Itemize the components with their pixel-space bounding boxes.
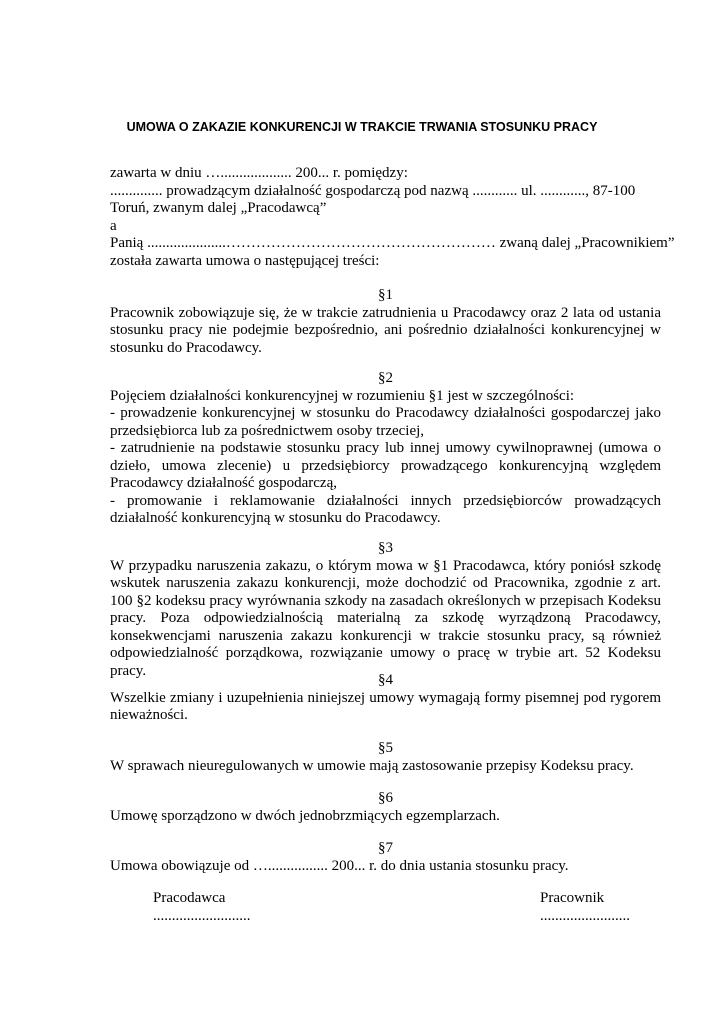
intro-line-concluded: została zawarta umowa o następującej treści: bbox=[110, 252, 380, 269]
section-5 bbox=[110, 740, 661, 775]
section-7 bbox=[110, 840, 661, 875]
section-6 bbox=[110, 790, 661, 825]
section-2 bbox=[110, 370, 661, 528]
section-paragraph: Umowa obowiązuje od …................ 200... r. do dnia ustania stosunku pracy. bbox=[110, 857, 569, 874]
intro-block bbox=[110, 165, 675, 270]
section-paragraph: - prowadzenie konkurencyjnej w stosunku do Pracodawcy działalności gospodarczej jako przedsiębiorca lub za pośrednictwem osoby trzeciej, bbox=[110, 405, 661, 439]
intro-line-employee: Panią .....................……………………………………………… zwaną dalej „Pracownikiem” bbox=[110, 235, 675, 251]
section-1 bbox=[110, 287, 661, 357]
section-paragraph: Pracownik zobowiązuje się, że w trakcie zatrudnienia u Pracodawcy oraz 2 lata od ustania stosunku pracy nie podejmie bezpośrednio, ani pośrednio działalności konkurencyjnej w stosunku do Pracodawcy. bbox=[110, 304, 661, 356]
employee-signature-line: ........................ bbox=[540, 907, 630, 924]
section-paragraph: - promowanie i reklamowanie działalności innych przedsiębiorców prowadzących działalność konkurencyjną w stosunku do Pracodawcy. bbox=[110, 492, 661, 526]
section-heading: §2 bbox=[378, 370, 393, 386]
section-paragraph: Umowę sporządzono w dwóch jednobrzmiących egzemplarzach. bbox=[110, 807, 500, 824]
section-4 bbox=[110, 672, 661, 725]
intro-line-date: zawarta w dniu …................... 200... r. pomiędzy: bbox=[110, 165, 408, 181]
employer-signature bbox=[153, 890, 251, 925]
section-heading: §7 bbox=[378, 840, 393, 856]
intro-line-and: a bbox=[110, 217, 117, 234]
employer-signature-label: Pracodawca bbox=[153, 890, 226, 906]
intro-line-city: Toruń, zwanym dalej „Pracodawcą” bbox=[110, 200, 327, 216]
section-heading: §5 bbox=[378, 740, 393, 756]
section-heading: §4 bbox=[378, 672, 393, 688]
section-paragraph: W przypadku naruszenia zakazu, o którym mowa w §1 Pracodawca, który poniósł szkodę wskutek naruszenia zakazu konkurencji, może dochodzić od Pracownika, zgodnie z art. 100 §2 kodeksu pracy wyrównania szkody na zasadach określonych w przepisach Kodeksu pracy. Poza odpowiedzialnością materialną za szkodę wyrządzoną Pracodawcy, konsekwencjami naruszenia zakazu konkurencji w trakcie stosunku pracy, są również odpowiedzialność porządkowa, rozwiązanie umowy o pracę w trybie art. 52 Kodeksu pracy. bbox=[110, 557, 661, 679]
section-3 bbox=[110, 540, 661, 680]
employee-signature-label: Pracownik bbox=[540, 890, 605, 906]
section-paragraph: Wszelkie zmiany i uzupełnienia niniejszej umowy wymagają formy pisemnej pod rygorem nieważności. bbox=[110, 689, 661, 723]
section-paragraph: - zatrudnienie na podstawie stosunku pracy lub innej umowy cywilnoprawnej (umowa o dzieło, umowa zlecenie) u przedsiębiorcy prowadzącego konkurencyjną względem Pracodawcy działalność gospodarczą, bbox=[110, 440, 661, 491]
section-paragraph: Pojęciem działalności konkurencyjnej w rozumieniu §1 jest w szczególności: bbox=[110, 387, 575, 404]
section-heading: §3 bbox=[378, 540, 393, 556]
intro-line-employer: .............. prowadzącym działalność gospodarczą pod nazwą ............ ul. ............, 87-100 bbox=[110, 182, 636, 199]
section-heading: §6 bbox=[378, 790, 393, 806]
section-heading: §1 bbox=[378, 287, 393, 303]
employer-signature-line: .......................... bbox=[153, 907, 251, 924]
employee-signature bbox=[540, 890, 630, 925]
section-paragraph: W sprawach nieuregulowanych w umowie mają zastosowanie przepisy Kodeksu pracy. bbox=[110, 757, 634, 774]
document-title: UMOWA O ZAKAZIE KONKURENCJI W TRAKCIE TRWANIA STOSUNKU PRACY bbox=[126, 120, 598, 134]
